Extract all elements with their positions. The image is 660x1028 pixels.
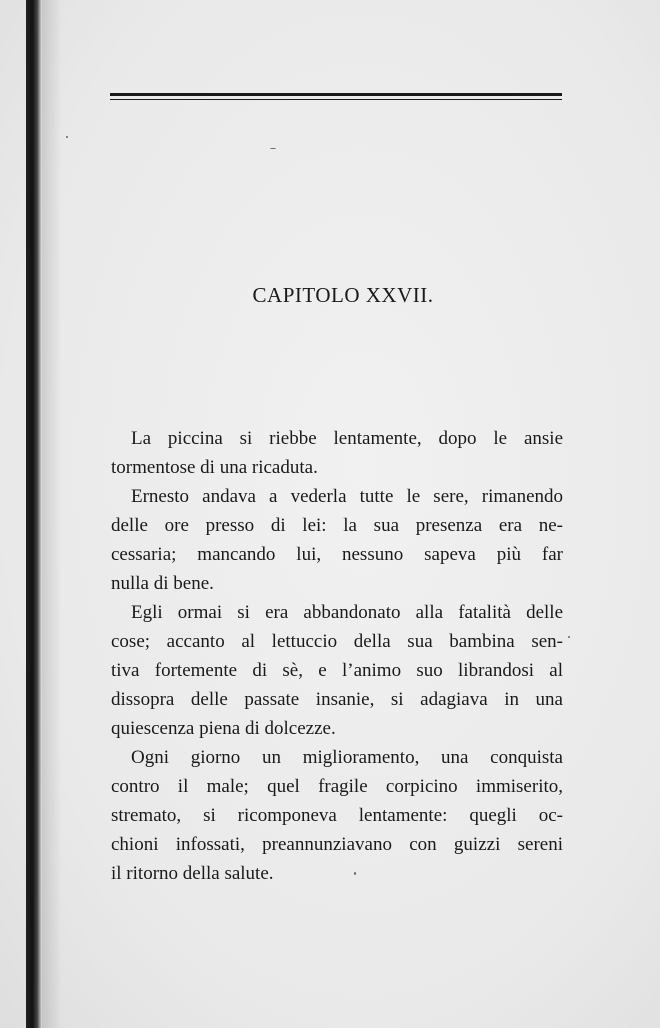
- text-line: Ernesto andava a vederla tutte le sere, rimanendo: [131, 486, 563, 507]
- paragraph: [111, 424, 563, 482]
- text-line: stremato, si ricomponeva lentamente: quegli oc-: [111, 805, 563, 826]
- text-line: nulla di bene.: [111, 573, 214, 594]
- text-line: tormentose di una ricaduta.: [111, 457, 318, 478]
- text-line: contro il male; quel fragile corpicino immiserito,: [111, 776, 563, 797]
- text-line: Ogni giorno un miglioramento, una conquista: [131, 747, 563, 768]
- paper-speck: [270, 148, 276, 149]
- paper-speck: [568, 636, 570, 638]
- text-line: cose; accanto al lettuccio della sua bambina sen-: [111, 631, 563, 652]
- text-line: il ritorno della salute.: [111, 863, 274, 884]
- chapter-body: [111, 424, 563, 888]
- paper-speck: [354, 872, 356, 875]
- text-line: cessaria; mancando lui, nessuno sapeva più far: [111, 544, 563, 565]
- text-line: dissopra delle passate insanie, si adagiava in una: [111, 689, 563, 710]
- text-line: chioni infossati, preannunziavano con guizzi sereni: [111, 834, 563, 855]
- paragraph: [111, 743, 563, 888]
- paragraph: [111, 482, 563, 598]
- chapter-title: CAPITOLO XXVII.: [252, 283, 434, 307]
- text-line: Egli ormai si era abbandonato alla fatalità delle: [131, 602, 563, 623]
- text-line: delle ore presso di lei: la sua presenza era ne-: [111, 515, 563, 536]
- text-line: quiescenza piena di dolcezze.: [111, 718, 336, 739]
- binding-shadow: [42, 0, 62, 1028]
- paragraph: [111, 598, 563, 743]
- header-rule-thin: [110, 99, 562, 100]
- text-line: tiva fortemente di sè, e l’animo suo librandosi al: [111, 660, 563, 681]
- header-rule-thick: [110, 93, 562, 96]
- paper-speck: [66, 136, 68, 138]
- page-binding-edge: [26, 0, 42, 1028]
- text-line: La piccina si riebbe lentamente, dopo le ansie: [131, 428, 563, 449]
